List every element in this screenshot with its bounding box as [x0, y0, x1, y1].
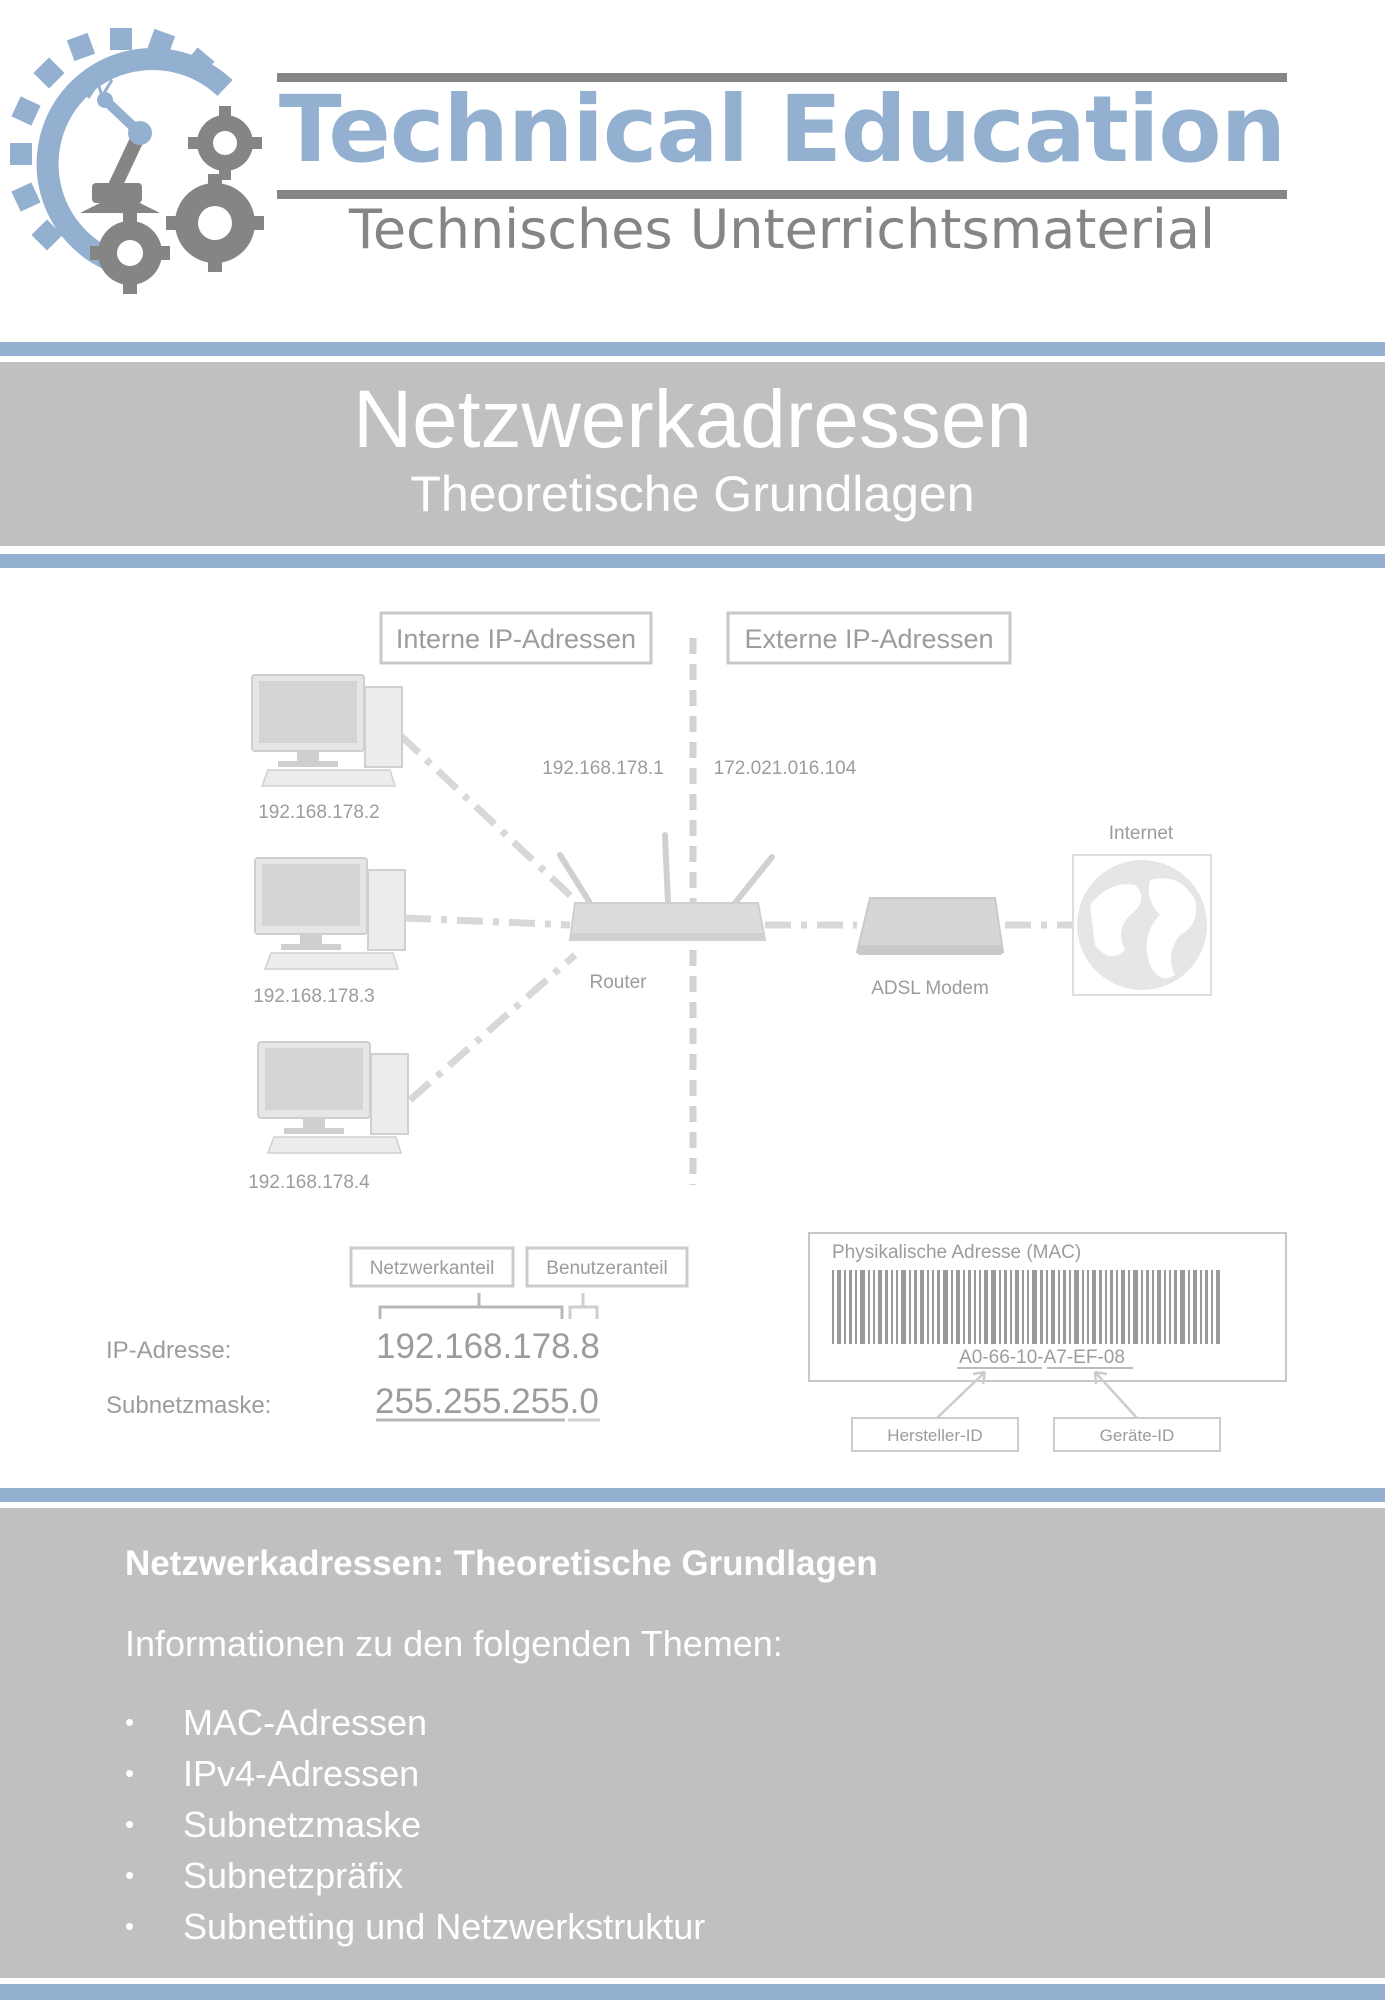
ip-address-value: 192.168.178.8: [376, 1327, 600, 1366]
page-title: Netzwerkadressen: [352, 374, 1033, 465]
router-internal-ip: 192.168.178.1: [542, 758, 664, 779]
router-external-ip: 172.021.016.104: [713, 758, 857, 779]
mac-title: Physikalische Adresse (MAC): [832, 1242, 1082, 1263]
brand-title: Technical Education: [278, 76, 1286, 183]
technical-education-logo: [10, 28, 280, 298]
internal-label: Interne IP-Adressen: [395, 624, 637, 654]
topic-text: Subnetzmaske: [183, 1804, 422, 1845]
network-part-bracket: [380, 1293, 562, 1319]
brand-subtitle: Technisches Unterrichtsmaterial: [349, 198, 1215, 261]
bullet: •: [125, 1911, 135, 1941]
device-id-label: Geräte-ID: [1099, 1426, 1175, 1445]
external-label: Externe IP-Adressen: [744, 624, 994, 654]
topic-text: MAC-Adressen: [183, 1702, 428, 1743]
user-part-label: Benutzeranteil: [546, 1258, 668, 1279]
page-subtitle: Theoretische Grundlagen: [410, 466, 975, 522]
bullet: •: [125, 1707, 135, 1737]
router-label: Router: [589, 972, 647, 993]
link-pc2-router: [405, 918, 570, 925]
globe-icon: [1073, 855, 1211, 995]
subnet-mask-value: 255.255.255.0: [375, 1382, 599, 1421]
modem-label: ADSL Modem: [871, 978, 989, 999]
router-icon: [560, 835, 772, 941]
adsl-modem-icon: [857, 898, 1003, 955]
bullet: •: [125, 1758, 135, 1788]
subnet-mask-label: Subnetzmaske:: [106, 1392, 272, 1419]
internet-label: Internet: [1108, 823, 1174, 844]
accent-stripe: [0, 1984, 1385, 2000]
computer-3: [258, 1042, 408, 1153]
network-diagram: [0, 570, 1385, 1470]
link-pc3-router: [410, 955, 575, 1100]
topic-text: Subnetzpräfix: [183, 1855, 404, 1896]
computer-3-ip: 192.168.178.4: [248, 1172, 370, 1193]
info-heading: Netzwerkadressen: Theoretische Grundlagen: [125, 1544, 878, 1583]
accent-stripe: [0, 1488, 1385, 1502]
computer-2: [255, 858, 405, 969]
topic-text: Subnetting und Netzwerkstruktur: [183, 1906, 706, 1947]
network-part-label: Netzwerkanteil: [369, 1258, 495, 1279]
mac-address-value: A0-66-10-A7-EF-08: [959, 1347, 1125, 1368]
computer-2-ip: 192.168.178.3: [253, 986, 375, 1007]
accent-stripe: [0, 554, 1385, 568]
vendor-id-label: Hersteller-ID: [887, 1426, 983, 1445]
accent-stripe: [0, 342, 1385, 356]
info-intro: Informationen zu den folgenden Themen:: [125, 1623, 783, 1664]
bullet: •: [125, 1860, 135, 1890]
topic-text: IPv4-Adressen: [183, 1753, 420, 1794]
user-part-bracket: [570, 1293, 597, 1319]
bullet: •: [125, 1809, 135, 1839]
computer-1: [252, 675, 402, 786]
computer-1-ip: 192.168.178.2: [258, 802, 380, 823]
ip-address-label: IP-Adresse:: [106, 1337, 232, 1364]
